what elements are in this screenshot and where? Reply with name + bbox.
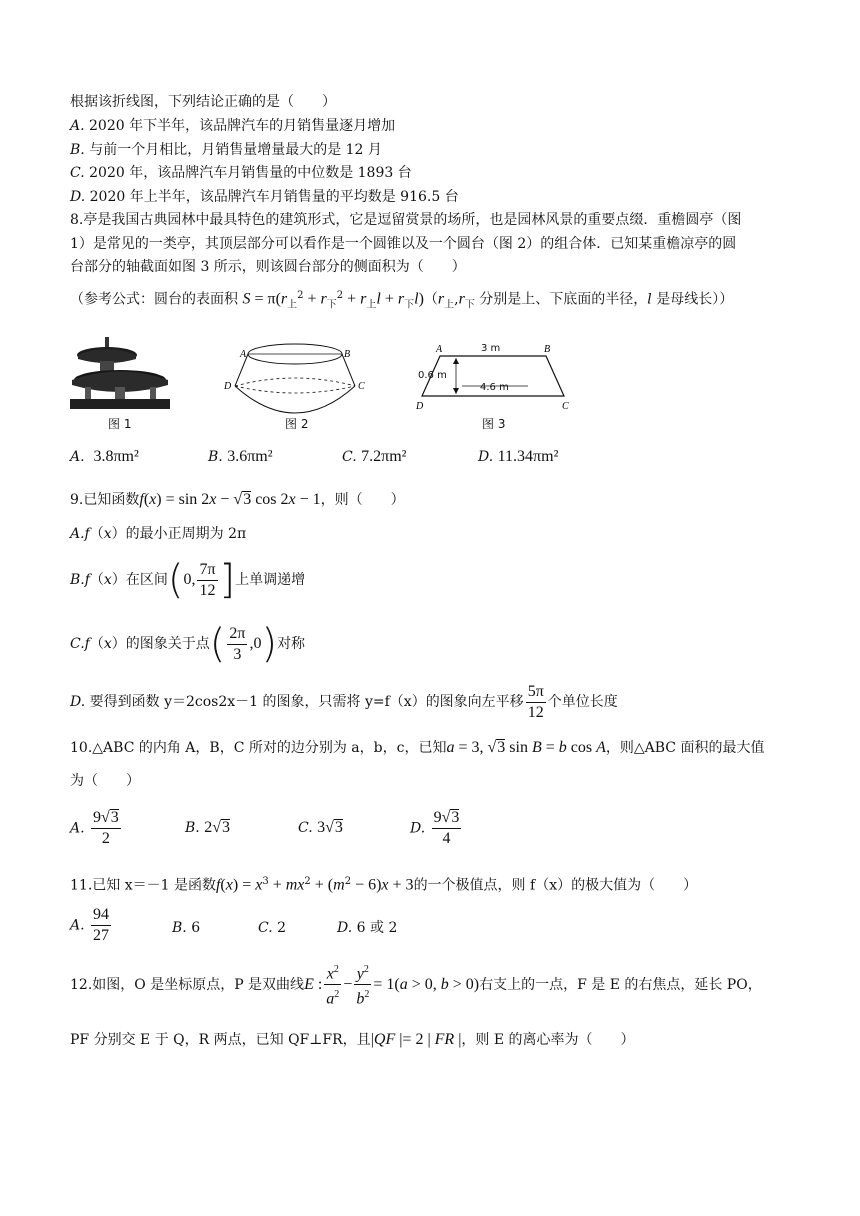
q9-option-b: B.f（x）在区间(0, $\frac{7\pi}{12}$ ]上单调递增 [70, 557, 306, 603]
q10-line1: 10.△ABC 的内角 A，B，C 所对的边分别为 a，b，c，已知a = 3, √3 sin B = b cos A，则△ABC 面积的最大值 [70, 739, 765, 756]
svg-text:A: A [240, 349, 247, 360]
q11-option-d: D. 6 或 2 [337, 920, 398, 936]
q7-option-d: D. 2020 年上半年，该品牌汽车月销售量的平均数是 916.5 台 [70, 189, 459, 205]
svg-text:B: B [344, 349, 351, 360]
figure-2-frustum [215, 340, 375, 435]
q8-line1: 8.亭是我国古典园林中最具特色的建筑形式，它是逗留赏景的场所，也是园林风景的重要点缀．重檐圆亭（图 [70, 212, 742, 228]
q10-option-c: C. 3√3 [298, 819, 343, 836]
q9-option-a: A.f（x）的最小正周期为 2π [70, 526, 247, 542]
q7-option-a: A. 2020 年下半年，该品牌汽车的月销售量逐月增加 [70, 118, 396, 134]
svg-text:D: D [224, 381, 232, 392]
q11-option-c: C. 2 [258, 920, 287, 936]
q12-line2: PF 分别交 E 于 Q，R 两点，已知 QF⊥FR，且|QF |= 2 | FR |，则 E 的离心率为（ ） [70, 1031, 635, 1048]
q10-option-d: D. $\frac{9√3}{4}$ [410, 809, 460, 847]
figure-3-top-label: 3 m [481, 343, 501, 354]
q8-line2: 1）是常见的一类亭，其顶层部分可以看作是一个圆锥以及一个圆台（图 2）的组合体．已知某重檐凉亭的圆 [70, 236, 737, 252]
svg-text:B: B [544, 344, 551, 355]
figure-1-caption: 图 1 [108, 417, 132, 431]
figure-2-caption: 图 2 [285, 417, 309, 431]
q7-stem: 根据该折线图，下列结论正确的是（ ） [70, 94, 336, 110]
svg-text:D: D [416, 401, 424, 412]
q8-option-a: A. 3.8πm² [70, 448, 139, 465]
q10-option-a: A. $\frac{9√3}{2}$ [70, 809, 119, 847]
figure-3-bottom-label: 4.6 m [480, 382, 509, 393]
figure-1-pavilion [70, 335, 170, 435]
q9-stem: 9.已知函数f(x) = sin 2x − √3 cos 2x − 1，则（ ） [70, 491, 405, 508]
figure-3-height-label: 0.6 m [418, 370, 447, 381]
q11-stem: 11.已知 x＝－1 是函数$f(x) = x^3 + mx^2 + (m^2 - 6)x + 3$的一个极值点，则 f（x）的极大值为（ ） [70, 876, 698, 894]
q8-option-b: B. 3.6πm² [208, 448, 273, 465]
svg-text:C: C [358, 381, 365, 392]
q11-option-b: B. 6 [172, 920, 201, 936]
svg-text:C: C [562, 401, 569, 412]
q7-option-b: B. 与前一个月相比，月销售量增量最大的是 12 月 [70, 142, 382, 158]
q8-option-c: C. 7.2πm² [342, 448, 407, 465]
q9-option-d: D. 要得到函数 y＝2cos2x－1 的图象，只需将 y=f（x）的图象向左平移 $\frac{5\pi}{12}$ 个单位长度 [70, 682, 618, 721]
q8-line3: 台部分的轴截面如图 3 所示，则该圆台部分的侧面积为（ ） [70, 259, 466, 275]
q11-option-a: A. $\frac{94}{27}$ [70, 906, 110, 944]
q8-option-d: D. 11.34πm² [478, 448, 559, 465]
figure-3-caption: 图 3 [482, 417, 506, 431]
svg-text:A: A [436, 344, 443, 355]
q9-option-c: C.f（x）的图象关于点( $\frac{2\pi}{3}$ ,0)对称 [70, 621, 306, 667]
q12-line1: 12.如图，O 是坐标原点，P 是双曲线E : $\frac{x^2}{a^2}$ − $\frac{y^2}{b^2}$ = 1(a > 0, b > 0)右支上的一点，F 是 E 的右焦点，延长 PO， [70, 960, 762, 1010]
q7-option-c: C. 2020 年，该品牌汽车月销售量的中位数是 1893 台 [70, 165, 412, 181]
q10-line2: 为（ ） [70, 773, 140, 789]
figure-3-trapezoid [410, 340, 580, 435]
q8-formula: （参考公式：圆台的表面积 $S = \pi(r_上^2 + r_下^2 + r_上l + r_下l)(r_上,r_下$ 分别是上、下底面的半径，l 是母线长）） [70, 290, 734, 311]
q10-option-b: B. 2√3 [185, 819, 230, 836]
